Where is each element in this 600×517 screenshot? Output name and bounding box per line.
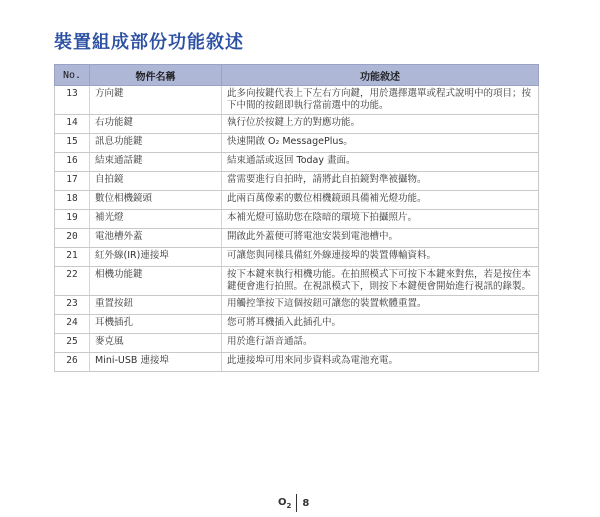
table-row — [55, 353, 539, 372]
row-no: 15 — [55, 134, 90, 153]
row-no: 23 — [55, 296, 90, 315]
row-desc: 此多向按鍵代表上下左右方向鍵，用於選擇選單或程式說明中的項目；按下中間的按鈕即執行當前選中的功能。 — [222, 86, 539, 115]
row-name: 麥克風 — [90, 334, 222, 353]
table-row — [55, 134, 539, 153]
table-row — [55, 229, 539, 248]
page-number: 8 — [302, 497, 310, 509]
row-no: 25 — [55, 334, 90, 353]
table-row — [55, 315, 539, 334]
row-desc: 用觸控筆按下這個按鈕可讓您的裝置軟體重置。 — [222, 296, 539, 315]
row-no: 20 — [55, 229, 90, 248]
row-desc: 此連接埠可用來同步資料或為電池充電。 — [222, 353, 539, 372]
table-row — [55, 334, 539, 353]
header-name: 物件名稱 — [90, 65, 222, 86]
row-desc: 執行位於按鍵上方的對應功能。 — [222, 115, 539, 134]
row-name: 耳機插孔 — [90, 315, 222, 334]
row-desc: 按下本鍵來執行相機功能。在拍照模式下可按下本鍵來對焦，若是按住本鍵便會進行拍照。在視訊模式下，則按下本鍵便會開始進行視訊的錄製。 — [222, 267, 539, 296]
row-desc: 此兩百萬像素的數位相機鏡頭具備補光燈功能。 — [222, 191, 539, 210]
row-no: 19 — [55, 210, 90, 229]
brand-subscript: 2 — [286, 501, 292, 510]
row-desc: 開啟此外蓋便可將電池安裝到電池槽中。 — [222, 229, 539, 248]
row-desc: 您可將耳機插入此插孔中。 — [222, 315, 539, 334]
row-desc: 可讓您與同樣具備紅外線連接埠的裝置傳輸資料。 — [222, 248, 539, 267]
row-name: 結束通話鍵 — [90, 153, 222, 172]
row-name: 訊息功能鍵 — [90, 134, 222, 153]
row-desc: 快速開啟 O₂ MessagePlus。 — [222, 134, 539, 153]
row-desc: 用於進行語音通話。 — [222, 334, 539, 353]
table-row — [55, 267, 539, 296]
row-no: 18 — [55, 191, 90, 210]
page-footer — [278, 494, 309, 512]
brand-logo — [278, 497, 291, 510]
table-row — [55, 115, 539, 134]
table-row — [55, 210, 539, 229]
row-name: 數位相機鏡頭 — [90, 191, 222, 210]
row-no: 13 — [55, 86, 90, 115]
parts-table — [54, 64, 539, 372]
row-desc: 結束通話或返回 Today 畫面。 — [222, 153, 539, 172]
row-name: 自拍鏡 — [90, 172, 222, 191]
table-row — [55, 172, 539, 191]
header-no: No. — [55, 65, 90, 86]
row-name: 相機功能鍵 — [90, 267, 222, 296]
row-name: Mini-USB 連接埠 — [90, 353, 222, 372]
row-no: 24 — [55, 315, 90, 334]
row-no: 17 — [55, 172, 90, 191]
header-desc: 功能敘述 — [222, 65, 539, 86]
table-row — [55, 296, 539, 315]
table-row — [55, 86, 539, 115]
row-no: 22 — [55, 267, 90, 296]
row-desc: 本補光燈可協助您在陰暗的環境下拍攝照片。 — [222, 210, 539, 229]
row-name: 電池槽外蓋 — [90, 229, 222, 248]
row-no: 14 — [55, 115, 90, 134]
table-row — [55, 248, 539, 267]
table-header-row — [55, 65, 539, 86]
table-row — [55, 153, 539, 172]
row-name: 重置按鈕 — [90, 296, 222, 315]
footer-divider — [296, 494, 297, 512]
row-name: 紅外線(IR)連接埠 — [90, 248, 222, 267]
brand-letter: O — [278, 496, 287, 508]
row-desc: 當需要進行自拍時，請將此自拍鏡對準被攝物。 — [222, 172, 539, 191]
table-row — [55, 191, 539, 210]
page-title: 裝置組成部份功能敘述 — [54, 32, 244, 53]
row-no: 16 — [55, 153, 90, 172]
row-no: 21 — [55, 248, 90, 267]
row-name: 補光燈 — [90, 210, 222, 229]
row-name: 右功能鍵 — [90, 115, 222, 134]
row-no: 26 — [55, 353, 90, 372]
row-name: 方向鍵 — [90, 86, 222, 115]
